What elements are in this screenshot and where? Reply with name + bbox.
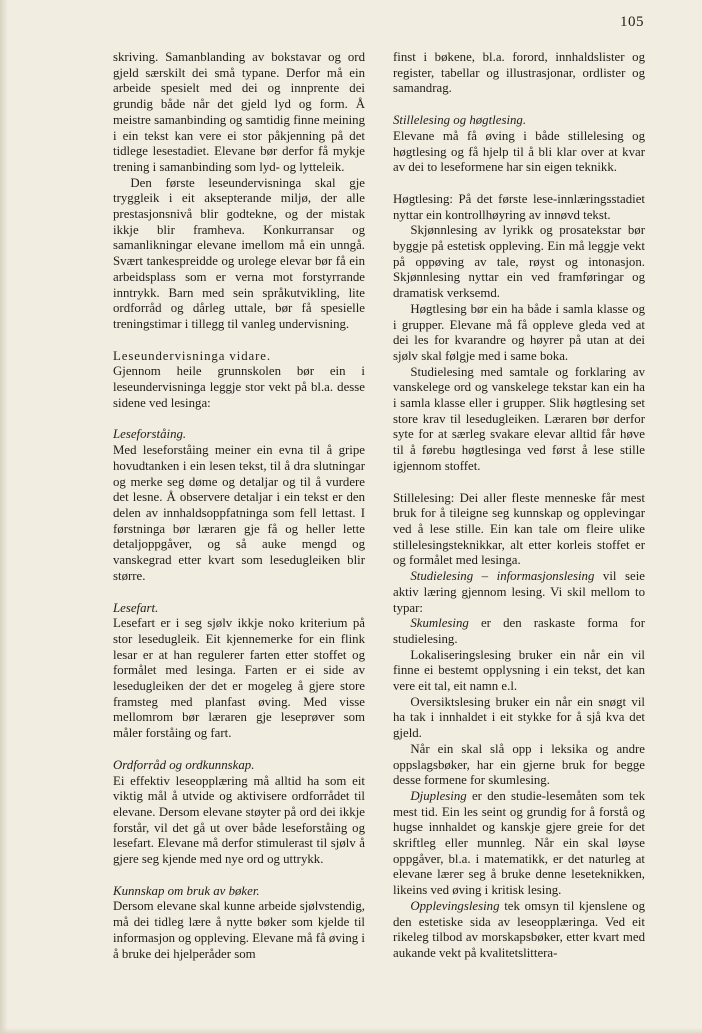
paragraph [113, 443, 365, 584]
paragraph-text: Leseforståing. [113, 427, 187, 442]
paragraph-text: Dersom elevane skal kunne arbeide sjølvstendig, må dei tidleg lære å nytte bøker som kjelde til informasjon og oppleving. Elevane må få øving i å bruke dei hjelperåder som [113, 899, 365, 961]
paragraph [393, 789, 645, 899]
paragraph [393, 616, 645, 647]
paragraph [113, 601, 365, 617]
paragraph [113, 758, 365, 774]
page-shadow-bottom [0, 1028, 702, 1034]
paragraph [393, 491, 645, 570]
paragraph-text: er den raskaste forma for studielesing. [393, 616, 645, 646]
paragraph-text: Stillelesing: Dei aller fleste menneske får mest bruk for å tileigne seg kunnskap og opplevingar ved å lese stille. Ein kan tale om fleire ulike stillelesingsteknikkar, alt etter korleis stoffet er og formålet med lesinga. [393, 490, 645, 568]
paragraph [113, 774, 365, 868]
paragraph-text: tek omsyn til kjenslene og den estetiske sida av leseopplæringa. Ved eit rikeleg tilbod av morskapsbøker, etter kvart med aukande vekt på kvalitetslittera- [393, 898, 645, 960]
paragraph [113, 616, 365, 742]
paragraph-text: Ordforråd og ordkunnskap. [113, 757, 255, 772]
paragraph [113, 349, 365, 365]
paragraph-text: vil seie aktiv læring gjennom lesing. Vi skil mellom to typar: [393, 569, 645, 615]
paragraph [113, 176, 365, 333]
paragraph-text: skriving. Samanblanding av bokstavar og ord gjeld særskilt dei små typane. Derfor må ein arbeide spesielt med dei og innprente dei grundig både når det gjeld lyd og form. Å meistre samanbinding og samtidig finne meining i ein tekst kan vere ei stor påkjenning på det tidlege lesestadiet. Elevane bør derfor få mykje trening i samanbinding som lyd- og lytteleik. [113, 50, 365, 174]
paragraph [393, 648, 645, 695]
paragraph-text: Kunnskap om bruk av bøker. [113, 883, 260, 898]
paragraph-text: Studielesing med samtale og forklaring av vanskelege ord og vanskelege tekstar kan ein ha i samla klasse eller i grupper. Slik høgtlesing set store krav til lesedugleiken. Læraren bør derfor syte for at særleg svakare elevar alltid får høve til å førebu høgtlesinga ved først å lese stille igjennom stoffet. [393, 364, 645, 473]
paragraph-text: Høgtlesing bør ein ha både i samla klasse og i grupper. Elevane må få oppleve gleda ved at dei les for kvarandre og høyrer på utan at dei sjølv skal følgje med i same boka. [393, 301, 645, 363]
paragraph-text: Oversiktslesing bruker ein når ein snøgt vil ha tak i innhaldet i eit stykke for å sjå kva det gjeld. [393, 694, 645, 741]
paragraph [393, 192, 645, 223]
paragraph-text: Elevane må få øving i både stillelesing og høgtlesing og få hjelp til å bli klar over at kvar av dei to leseformene har sin eigen teknikk. [393, 128, 645, 175]
paragraph-text: Lesefart er i seg sjølv ikkje noko kriterium på stor lesedugleik. Eit kjennemerke for ein flink lesar er at han regulerer farten etter stoffet og formålet med lesinga. Farten er ei side av lesedugleiken der det er mogeleg å gjere store framsteg med planfast øving. Med visse mellomrom bør læraren gje leseprøver som måler forståing og fart. [113, 616, 365, 741]
paragraph-text: Gjennom heile grunnskolen bør ein i leseundervisninga leggje stor vekt på bl.a. desse sidene ved lesinga: [113, 364, 365, 410]
paragraph-text: Skjønnlesing av lyrikk og prosatekstar bør byggje på estetisk oppleving. Ein må leggje vekt på oppøving av tale, røyst og intonasjon. Skjønnlesing nyttar ein ved framføringar og dramatisk verksemd. [393, 223, 645, 301]
paragraph [393, 742, 645, 789]
paragraph-text: Ei effektiv leseopplæring må alltid ha som eit viktig mål å utvide og aktivisere ordforrådet til elevane. Dersom elevane støyter på ord dei ikkje forstår, vil det gå ut over både leseforståing og lesefart. Elevane må derfor stimulerast til sjølv å gjere seg kjende med nye ord og uttrykk. [113, 773, 365, 867]
paragraph [113, 427, 365, 443]
paragraph-text: Stillelesing og høgtlesing. [393, 113, 527, 128]
page-number: 105 [620, 14, 644, 30]
left-column [113, 50, 365, 962]
paragraph [393, 569, 645, 616]
inline-term: Studielesing – informasjonslesing [410, 569, 595, 584]
paragraph-text: er den studie-lesemåten som tek mest tid. Ein les seint og grundig for å forstå og hugse innhaldet og kanskje gjere greie for det skriftleg eller munnleg. Når ein skal løyse oppgåver, bl.a. i matematikk, er det naturleg at elevane lærer seg å bruke denne leseteknikken, likeins ved øving i kritisk lesing. [393, 788, 645, 898]
paragraph [113, 364, 365, 411]
paragraph [393, 899, 645, 962]
paragraph-text: Med leseforståing meiner ein evna til å gripe hovudtanken i ein lesen tekst, til å dra slutningar og merke seg døme og detaljar og til å vurdere det lesne. Å observere detaljar i ein tekst er den delen av innhaldsoppfatninga som fell lettast. I førstninga bør læraren gje få og heller lette detaljoppgåver, og så auke mengd og vanskegrad etter kvart som lesedugleiken blir større. [113, 443, 365, 583]
paragraph [393, 695, 645, 742]
paragraph-text: Den første leseundervisninga skal gje tryggleik i eit aksepterande miljø, der alle prestasjonsnivå blir godtekne, og der mistak ikkje blir framheva. Konkurransar og samanlikningar elevane imellom må ein unngå. Svært tankespreidde og urolege elevar bør få ein arbeidsplass som er verna mot forstyrrande inntrykk. Barn med sein språkutvikling, lite ordforråd og dårleg uttale, bør få spesielle treningstimar i tillegg til vanleg undervisning. [113, 175, 365, 331]
paragraph [113, 50, 365, 176]
inline-term: Skumlesing [410, 616, 469, 631]
paragraph [393, 223, 645, 302]
paragraph-text: Leseundervisninga vidare. [113, 348, 272, 363]
paragraph-text: finst i bøkene, bl.a. forord, innhaldslister og register, tabellar og illustrasjonar, ordlister og samandrag. [393, 50, 645, 96]
paragraph-text: Lesefart. [113, 600, 159, 615]
paragraph [393, 113, 645, 129]
inline-term: Opplevingslesing [410, 898, 500, 913]
paragraph [393, 302, 645, 365]
paragraph-text: Lokaliseringslesing bruker ein når ein vil finne ei bestemt opplysning i ein tekst, det kan vere eit tal, eit namn e.l. [393, 647, 645, 694]
paragraph [113, 884, 365, 900]
paragraph-text: Høgtlesing: På det første lese-innlæringsstadiet nyttar ein kontrollhøyring av innøvd tekst. [393, 191, 645, 222]
paragraph [393, 129, 645, 176]
paragraph-text: Når ein skal slå opp i leksika og andre oppslagsbøker, har ein gjerne bruk for begge desse formene for skumlesing. [393, 741, 645, 788]
right-column [393, 50, 645, 962]
paragraph [393, 365, 645, 475]
paragraph [393, 50, 645, 97]
inline-term: Djuplesing [410, 788, 467, 803]
page-shadow-left [0, 0, 8, 1034]
paragraph [113, 899, 365, 962]
